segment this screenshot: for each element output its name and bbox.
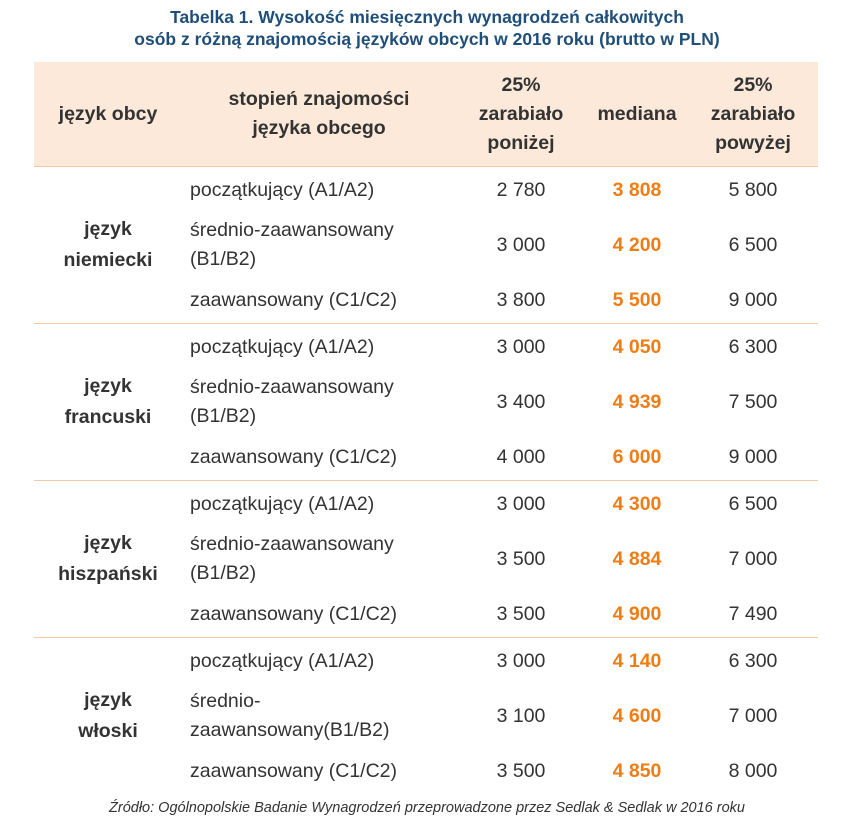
high-quartile-cell: 7 000 (728, 547, 778, 570)
median-cell: 4 050 (586, 324, 688, 371)
median-cell: 4 140 (586, 638, 688, 685)
median-cell: 4 200 (612, 233, 662, 256)
level-cell: początkujący (A1/A2) (182, 481, 456, 528)
high-quartile-cell: 6 500 (728, 233, 778, 256)
high-quartile-cell: 5 800 (688, 167, 818, 214)
level-cell: zaawansowany (C1/C2) (190, 602, 398, 625)
high-quartile-cell: 6 500 (688, 481, 818, 528)
median-cell: 4 850 (612, 759, 662, 782)
level-cell: średnio-zaawansowany (B1/B2) (190, 219, 394, 270)
title-line-2: osób z różną znajomością języków obcych w 2016 roku (brutto w PLN) (134, 29, 720, 49)
median-cell: 6 000 (612, 445, 662, 468)
header-median: mediana (586, 62, 688, 167)
high-quartile-cell: 6 300 (688, 638, 818, 685)
table-row (34, 324, 818, 371)
header-row (34, 62, 818, 167)
level-cell: średnio- zaawansowany(B1/B2) (190, 690, 390, 741)
language-cell: język włoski (34, 638, 182, 795)
level-cell: zaawansowany (C1/C2) (190, 288, 398, 311)
language-cell: język hiszpański (34, 481, 182, 638)
median-cell: 4 300 (586, 481, 688, 528)
low-quartile-cell: 3 400 (496, 390, 546, 413)
level-cell: zaawansowany (C1/C2) (190, 445, 398, 468)
high-quartile-cell: 6 300 (688, 324, 818, 371)
median-cell: 3 808 (586, 167, 688, 214)
source-note: Źródło: Ogólnopolskie Badanie Wynagrodzeń przeprowadzone przez Sedlak & Sedlak w 2016 roku (109, 800, 745, 816)
median-cell: 4 900 (612, 602, 662, 625)
table-body (34, 167, 818, 795)
high-quartile-cell: 7 000 (728, 704, 778, 727)
level-cell: średnio-zaawansowany (B1/B2) (190, 376, 394, 427)
low-quartile-cell: 3 000 (496, 233, 546, 256)
median-cell: 5 500 (612, 288, 662, 311)
level-cell: początkujący (A1/A2) (182, 324, 456, 371)
table-title (0, 6, 854, 50)
language-cell: język niemiecki (34, 167, 182, 324)
header-language: język obcy (34, 62, 182, 167)
high-quartile-cell: 7 500 (728, 390, 778, 413)
header-high-quartile: 25% zarabiało powyżej (688, 62, 818, 167)
header-low-quartile: 25% zarabiało poniżej (456, 62, 586, 167)
table-row (34, 638, 818, 685)
table-row (34, 481, 818, 528)
high-quartile-cell: 8 000 (728, 759, 778, 782)
level-cell: zaawansowany (C1/C2) (190, 759, 398, 782)
low-quartile-cell: 3 500 (496, 547, 546, 570)
low-quartile-cell: 3 500 (496, 602, 546, 625)
low-quartile-cell: 3 500 (496, 759, 546, 782)
title-line-1: Tabelka 1. Wysokość miesięcznych wynagrodzeń całkowitych (170, 7, 684, 27)
low-quartile-cell: 3 000 (456, 481, 586, 528)
low-quartile-cell: 2 780 (456, 167, 586, 214)
high-quartile-cell: 9 000 (728, 288, 778, 311)
median-cell: 4 884 (612, 547, 662, 570)
low-quartile-cell: 3 000 (456, 638, 586, 685)
low-quartile-cell: 3 000 (456, 324, 586, 371)
high-quartile-cell: 9 000 (728, 445, 778, 468)
level-cell: średnio-zaawansowany (B1/B2) (190, 533, 394, 584)
low-quartile-cell: 3 100 (496, 704, 546, 727)
level-cell: początkujący (A1/A2) (182, 167, 456, 214)
median-cell: 4 939 (612, 390, 662, 413)
language-cell: język francuski (34, 324, 182, 481)
level-cell: początkujący (A1/A2) (182, 638, 456, 685)
low-quartile-cell: 3 800 (496, 288, 546, 311)
table-row (34, 167, 818, 214)
high-quartile-cell: 7 490 (728, 602, 778, 625)
salary-table (34, 62, 818, 794)
header-level: stopień znajomości języka obcego (182, 62, 456, 167)
median-cell: 4 600 (612, 704, 662, 727)
low-quartile-cell: 4 000 (496, 445, 546, 468)
